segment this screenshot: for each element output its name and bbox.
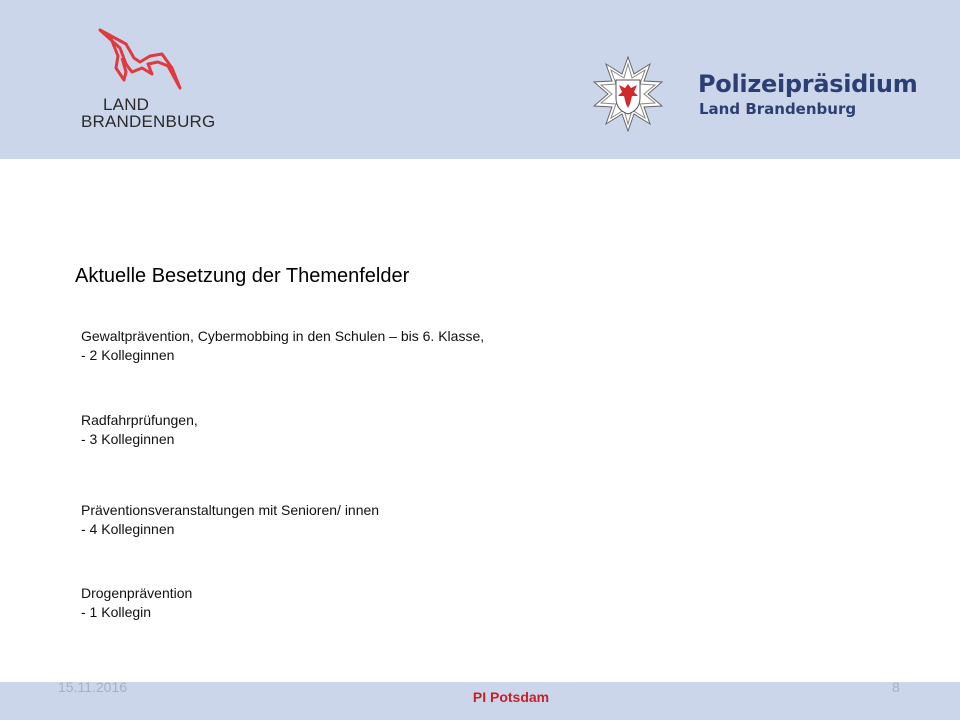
land-brandenburg-logo [78, 28, 218, 132]
topic-staff: - 3 Kolleginnen [81, 431, 175, 447]
header-band [0, 0, 960, 159]
topic-title: Gewaltprävention, Cybermobbing in den Schulen – bis 6. Klasse, [81, 328, 485, 344]
topic-staff: - 1 Kollegin [81, 604, 152, 620]
topic-title: Radfahrprüfungen, [81, 412, 198, 428]
red-eagle-icon [96, 28, 186, 94]
topic-item [81, 327, 484, 365]
footer-date: 15.11.2016 [58, 679, 128, 695]
police-star-icon [593, 56, 663, 132]
topic-item [81, 411, 198, 449]
footer-title: PI Potsdam [472, 689, 550, 705]
topic-title: Drogenprävention [81, 585, 193, 601]
slide-heading: Aktuelle Besetzung der Themenfelder [75, 265, 410, 287]
topic-item [81, 584, 192, 622]
police-subtitle: Land Brandenburg [699, 100, 857, 118]
logo-line-land: LAND [103, 95, 150, 114]
logo-line-brandenburg: BRANDENBURG [81, 112, 216, 131]
page-number: 8 [892, 679, 900, 695]
topic-staff: - 4 Kolleginnen [81, 521, 175, 537]
topic-title: Präventionsveranstaltungen mit Senioren/ innen [81, 502, 380, 518]
police-title: Polizeipräsidium [698, 70, 918, 98]
topic-staff: - 2 Kolleginnen [81, 347, 175, 363]
topic-item [81, 501, 379, 539]
